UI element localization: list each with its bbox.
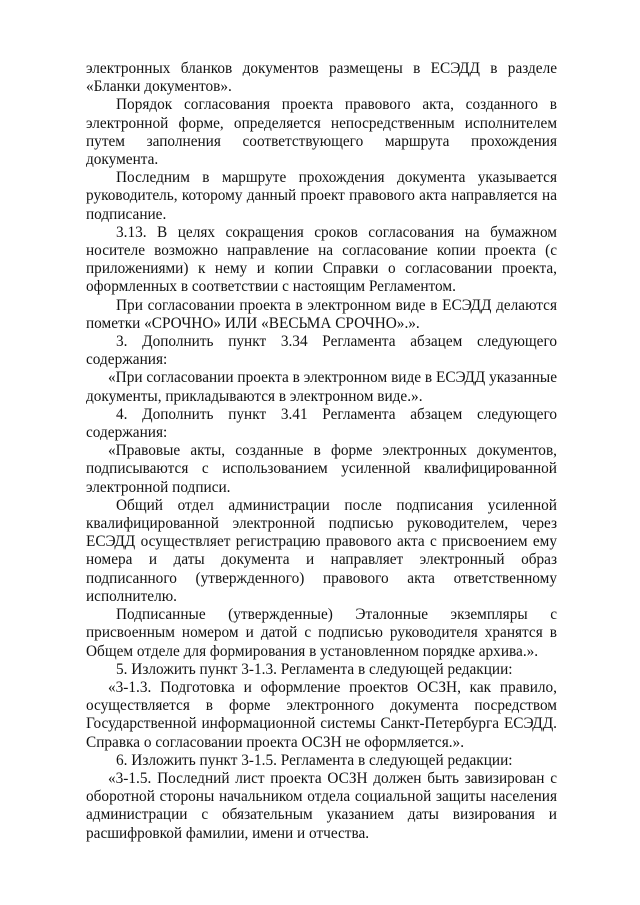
paragraph-13: «3-1.3. Подготовка и оформление проектов ОСЗН, как правило, осуществляется в форме электронного документа посредством Государственной информационной системы Санкт-Петербурга ЕСЭДД. Справка о согласовании проекта ОСЗН не оформляется.».	[86, 678, 557, 751]
paragraph-9: «Правовые акты, созданные в форме электронных документов, подписываются с использованием усиленной квалифицированной электронной подписи.	[86, 442, 557, 496]
paragraph-6: 3. Дополнить пункт 3.34 Регламента абзацем следующего содержания:	[86, 333, 557, 369]
paragraph-8: 4. Дополнить пункт 3.41 Регламента абзацем следующего содержания:	[86, 405, 557, 442]
paragraph-12: 5. Изложить пункт 3-1.3. Регламента в следующей редакции:	[116, 660, 513, 678]
document-page	[86, 60, 557, 843]
paragraph-2: Порядок согласования проекта правового акта, созданного в электронной форме, определяется непосредственным исполнителем путем заполнения соответствующего маршрута прохождения документа.	[86, 96, 557, 169]
paragraph-3: Последним в маршруте прохождения документа указывается руководитель, которому данный проект правового акта направляется на подписание.	[86, 169, 557, 223]
paragraph-15: «3-1.5. Последний лист проекта ОСЗН должен быть завизирован с оборотной стороны начальником отдела социальной защиты населения администрации с обязательным указанием даты визирования и расшифровкой фамилии, имени и отчества.	[86, 769, 557, 842]
paragraph-14: 6. Изложить пункт 3-1.5. Регламента в следующей редакции:	[116, 751, 513, 769]
paragraph-11: Подписанные (утвержденные) Эталонные экземпляры с присвоенным номером и датой с подписью руководителя хранятся в Общем отделе для формирования в установленном порядке архива.».	[86, 606, 557, 660]
paragraph-1: электронных бланков документов размещены в ЕСЭДД в разделе «Бланки документов».	[86, 60, 557, 96]
paragraph-7: «При согласовании проекта в электронном виде в ЕСЭДД указанные документы, прикладываются в электронном виде.».	[86, 369, 557, 405]
paragraph-10: Общий отдел администрации после подписания усиленной квалифицированной электронной подписью руководителем, через ЕСЭДД осуществляет регистрацию правового акта с присвоением ему номера и даты документа и направляет электронный образ подписанного (утвержденного) правового акта ответственному исполнителю.	[86, 496, 557, 605]
paragraph-5: При согласовании проекта в электронном виде в ЕСЭДД делаются пометки «СРОЧНО» ИЛИ «ВЕСЬМА СРОЧНО».».	[86, 296, 557, 332]
paragraph-4: 3.13. В целях сокращения сроков согласования на бумажном носителе возможно направление на согласование копии проекта (с приложениями) к нему и копии Справки о согласовании проекта, оформленных в соответствии с настоящим Регламентом.	[86, 223, 557, 296]
